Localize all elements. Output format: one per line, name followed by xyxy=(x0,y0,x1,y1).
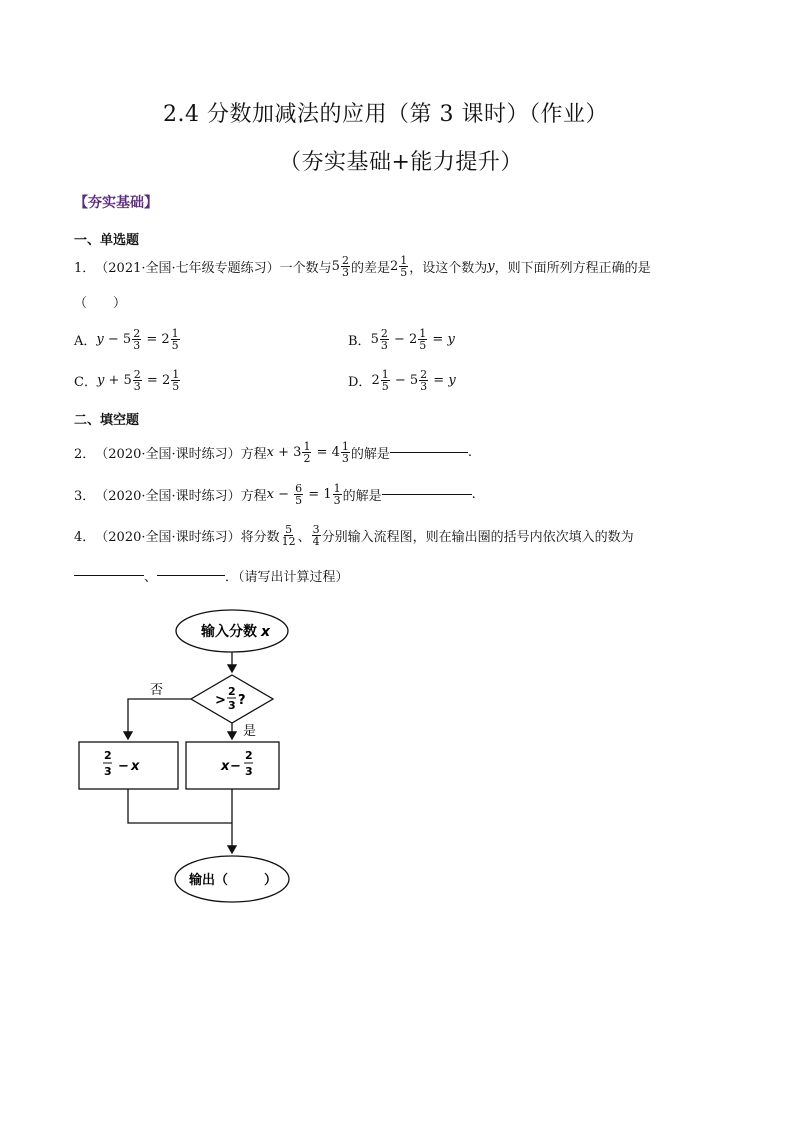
q4-source: （2020·全国·课时练习） xyxy=(95,530,241,545)
svg-text:x: x xyxy=(131,759,140,774)
q2-end: . xyxy=(467,445,473,460)
svg-text:3: 3 xyxy=(228,699,236,712)
svg-text:3: 3 xyxy=(245,765,253,778)
q1-text-c: ，设这个数为 xyxy=(409,261,488,276)
q1-number: 1． xyxy=(74,261,96,276)
flow-output-label: 输出（ xyxy=(189,873,229,888)
section-label: 【夯实基础】 xyxy=(74,195,158,211)
svg-text:2: 2 xyxy=(228,685,236,698)
q1-var: y xyxy=(487,259,495,274)
q4-text-a: 将分数 xyxy=(240,530,280,545)
svg-text:?: ? xyxy=(238,693,246,708)
q3-source: （2020·全国·课时练习） xyxy=(95,489,241,504)
flow-yes-label: 是 xyxy=(243,724,257,739)
q3-number: 3． xyxy=(74,489,96,504)
question-4: 4． （2020·全国·课时练习） 将分数 $\frac{5}{12}$ 、 $\frac{3}{4}$ 分别输入流程图，则在输出圈的括号内依次填入的数为 xyxy=(74,523,634,548)
q2-text-b: 的解是 xyxy=(350,447,390,462)
option-d-label: D． xyxy=(348,375,372,390)
svg-text:−: − xyxy=(118,759,129,774)
q3-end: . xyxy=(471,487,476,502)
option-c[interactable]: C． y + 5 $\frac{2}{3}$ = 2 $\frac{1}{5}$ xyxy=(74,368,180,393)
option-c-label: C． xyxy=(74,375,97,390)
flow-no-branch xyxy=(128,699,191,739)
q1-text-a: 一个数与 xyxy=(279,261,332,276)
flow-output-close: ） xyxy=(264,873,278,888)
option-b[interactable]: B． 5 $\frac{2}{3}$ − 2 $\frac{1}{5}$ = y xyxy=(348,327,455,352)
svg-text:>: > xyxy=(215,693,226,708)
q3-text-a: 方程 xyxy=(240,489,267,504)
svg-text:3: 3 xyxy=(104,765,112,778)
q1-text-d: ，则下面所列方程正确的是 xyxy=(494,261,651,276)
question-2: 2． （2020·全国·课时练习） 方程 x + 3 $\frac{1}{2}$ = 4 $\frac{1}{3}$ 的解是 . xyxy=(74,440,473,465)
svg-text:x: x xyxy=(221,759,230,774)
option-d[interactable]: D． 2 $\frac{1}{5}$ − 5 $\frac{2}{3}$ = y xyxy=(348,368,456,393)
flow-right-expression xyxy=(220,749,253,778)
option-a[interactable]: A． y − 5 $\frac{2}{3}$ = 2 $\frac{1}{5}$ xyxy=(74,327,179,352)
q4-end: ．（请写出计算过程） xyxy=(225,570,349,585)
flow-input-var: x xyxy=(261,624,271,640)
q1-source: （2021·全国·七年级专题练习） xyxy=(95,261,280,276)
option-b-label: B． xyxy=(348,334,371,349)
q4-sep: 、 xyxy=(297,530,311,545)
q3-text-b: 的解是 xyxy=(342,489,382,504)
q2-text-a: 方程 xyxy=(240,447,267,462)
flow-decision-text xyxy=(215,685,246,712)
svg-text:2: 2 xyxy=(104,749,112,762)
q1-answer-paren: （ ） xyxy=(74,296,127,311)
flow-no-label: 否 xyxy=(150,683,164,698)
part1-heading: 一、单选题 xyxy=(74,233,140,248)
q2-source: （2020·全国·课时练习） xyxy=(95,447,241,462)
page-subtitle: （夯实基础+能力提升） xyxy=(279,150,523,175)
flow-merge-left xyxy=(128,789,232,823)
svg-text:2: 2 xyxy=(245,749,253,762)
option-a-label: A． xyxy=(74,334,97,349)
q1-text-b: 的差是 xyxy=(350,261,390,276)
q4-number: 4． xyxy=(74,530,96,545)
svg-text:−: − xyxy=(230,759,241,774)
flow-input-label: 输入分数 xyxy=(201,624,257,640)
q2-number: 2． xyxy=(74,447,96,462)
q4-sep2: 、 xyxy=(144,570,158,585)
question-1: 1． （2021·全国·七年级专题练习） 一个数与 5 $\frac{2}{3}$ 的差是 2 $\frac{1}{5}$ ，设这个数为 y ，则下面所列方程正确的是 xyxy=(74,254,651,279)
question-3: 3． （2020·全国·课时练习） 方程 x − $\frac{6}{5}$ = 1 $\frac{1}{3}$ 的解是 . xyxy=(74,482,476,507)
part2-heading: 二、填空题 xyxy=(74,413,140,428)
q4-text-b: 分别输入流程图，则在输出圈的括号内依次填入的数为 xyxy=(321,530,634,545)
flow-left-expression xyxy=(103,749,140,778)
page-title: 2.4 分数加减法的应用（第 3 课时）（作业） xyxy=(163,102,608,127)
